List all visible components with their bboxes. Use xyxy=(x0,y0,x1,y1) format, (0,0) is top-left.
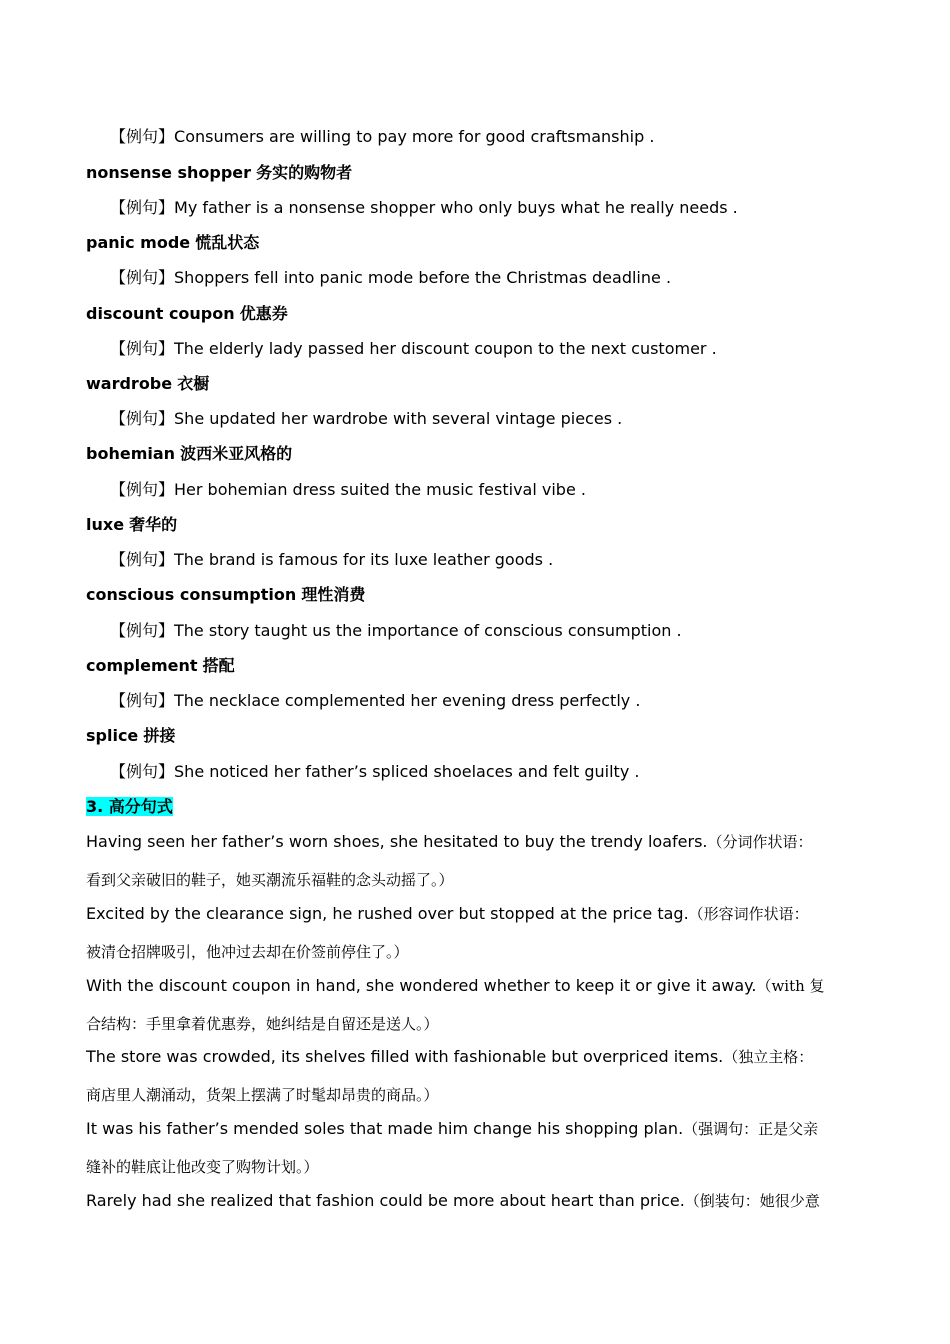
sentence-note-continued: 看到父亲破旧的鞋子，她买潮流乐福鞋的念头动摇了。） xyxy=(86,871,454,889)
sentence-note: （倒装句：她很少意 xyxy=(684,1192,820,1210)
vocab-term-line xyxy=(86,372,209,396)
example-sentence xyxy=(110,125,654,149)
sentence-note-continued: 缝补的鞋底让他改变了购物计划。） xyxy=(86,1158,319,1176)
example-marker: 【例句】 xyxy=(110,691,175,710)
example-text: She noticed her father’s spliced shoelaces and felt guilty . xyxy=(174,762,640,781)
vocab-term: bohemian xyxy=(86,444,176,463)
vocab-term: panic mode xyxy=(86,233,191,252)
sentence-text: Rarely had she realized that fashion could be more about heart than price. xyxy=(86,1191,685,1210)
example-text: The elderly lady passed her discount coupon to the next customer . xyxy=(174,339,717,358)
sentence-note: （形容词作状语： xyxy=(688,905,809,923)
sentence-note: （with 复 xyxy=(756,977,825,995)
section-heading-highlight xyxy=(86,797,173,816)
vocab-term: splice xyxy=(86,726,139,745)
example-text: The necklace complemented her evening dress perfectly . xyxy=(174,691,641,710)
vocab-term-line xyxy=(86,583,365,607)
sentence-text: Having seen her father’s worn shoes, she hesitated to buy the trendy loafers. xyxy=(86,832,708,851)
example-marker: 【例句】 xyxy=(110,762,175,781)
vocab-meaning: 波西米亚风格的 xyxy=(180,444,293,463)
sentence-line xyxy=(86,974,825,998)
example-sentence xyxy=(110,760,639,784)
vocab-term: wardrobe xyxy=(86,374,173,393)
vocab-term: nonsense shopper xyxy=(86,163,252,182)
vocab-term-line xyxy=(86,161,352,185)
sentence-note-continued: 被清仓招牌吸引，他冲过去却在价签前停住了。） xyxy=(86,943,409,961)
example-text: She updated her wardrobe with several vintage pieces . xyxy=(174,409,623,428)
example-sentence xyxy=(110,266,671,290)
section-title: 高分句式 xyxy=(108,797,173,816)
example-text: The brand is famous for its luxe leather goods . xyxy=(174,550,554,569)
example-text: Shoppers fell into panic mode before the Christmas deadline . xyxy=(174,268,672,287)
vocab-term-line xyxy=(86,654,235,678)
sentence-line xyxy=(86,830,813,854)
example-marker: 【例句】 xyxy=(110,550,175,569)
example-marker: 【例句】 xyxy=(110,480,175,499)
sentence-note: （分词作状语： xyxy=(707,833,813,851)
example-sentence xyxy=(110,196,738,220)
vocab-term: complement xyxy=(86,656,198,675)
vocab-term-line xyxy=(86,724,175,748)
sentence-line xyxy=(86,1045,813,1069)
example-sentence xyxy=(110,619,682,643)
vocab-term-line xyxy=(86,231,259,255)
example-text: Consumers are willing to pay more for good craftsmanship . xyxy=(174,127,655,146)
vocab-term: luxe xyxy=(86,515,125,534)
vocab-term-line xyxy=(86,442,292,466)
example-marker: 【例句】 xyxy=(110,339,175,358)
vocab-meaning: 慌乱状态 xyxy=(195,233,260,252)
vocab-meaning: 衣橱 xyxy=(177,374,210,393)
vocab-term: discount coupon xyxy=(86,304,235,323)
sentence-note: （强调句：正是父亲 xyxy=(683,1120,819,1138)
sentence-line xyxy=(86,1189,820,1213)
example-marker: 【例句】 xyxy=(110,127,175,146)
example-sentence xyxy=(110,548,553,572)
example-sentence xyxy=(110,478,586,502)
example-text: The story taught us the importance of conscious consumption . xyxy=(174,621,682,640)
vocab-term: conscious consumption xyxy=(86,585,297,604)
sentence-text: Excited by the clearance sign, he rushed over but stopped at the price tag. xyxy=(86,904,689,923)
example-marker: 【例句】 xyxy=(110,198,175,217)
vocab-meaning: 优惠券 xyxy=(239,304,288,323)
vocab-meaning: 搭配 xyxy=(202,656,235,675)
vocab-meaning: 拼接 xyxy=(143,726,176,745)
sentence-line xyxy=(86,1117,818,1141)
sentence-text: The store was crowded, its shelves filled with fashionable but overpriced items. xyxy=(86,1047,724,1066)
sentence-note-continued: 商店里人潮涌动，货架上摆满了时髦却昂贵的商品。） xyxy=(86,1086,439,1104)
example-marker: 【例句】 xyxy=(110,621,175,640)
sentence-note: （独立主格： xyxy=(723,1048,814,1066)
sentence-text: It was his father’s mended soles that made him change his shopping plan. xyxy=(86,1119,684,1138)
example-marker: 【例句】 xyxy=(110,409,175,428)
vocab-meaning: 奢华的 xyxy=(129,515,178,534)
example-sentence xyxy=(110,689,640,713)
vocab-meaning: 理性消费 xyxy=(301,585,366,604)
sentence-note-continued: 合结构：手里拿着优惠券，她纠结是自留还是送人。） xyxy=(86,1015,439,1033)
sentence-line xyxy=(86,902,809,926)
example-text: Her bohemian dress suited the music festival vibe . xyxy=(174,480,586,499)
section-number: 3. xyxy=(86,797,104,816)
sentence-text: With the discount coupon in hand, she wondered whether to keep it or give it away. xyxy=(86,976,757,995)
vocab-meaning: 务实的购物者 xyxy=(256,163,353,182)
example-sentence xyxy=(110,337,717,361)
vocab-term-line xyxy=(86,302,288,326)
example-marker: 【例句】 xyxy=(110,268,175,287)
example-sentence xyxy=(110,407,622,431)
vocab-term-line xyxy=(86,513,177,537)
section-heading xyxy=(86,795,173,819)
example-text: My father is a nonsense shopper who only buys what he really needs . xyxy=(174,198,738,217)
